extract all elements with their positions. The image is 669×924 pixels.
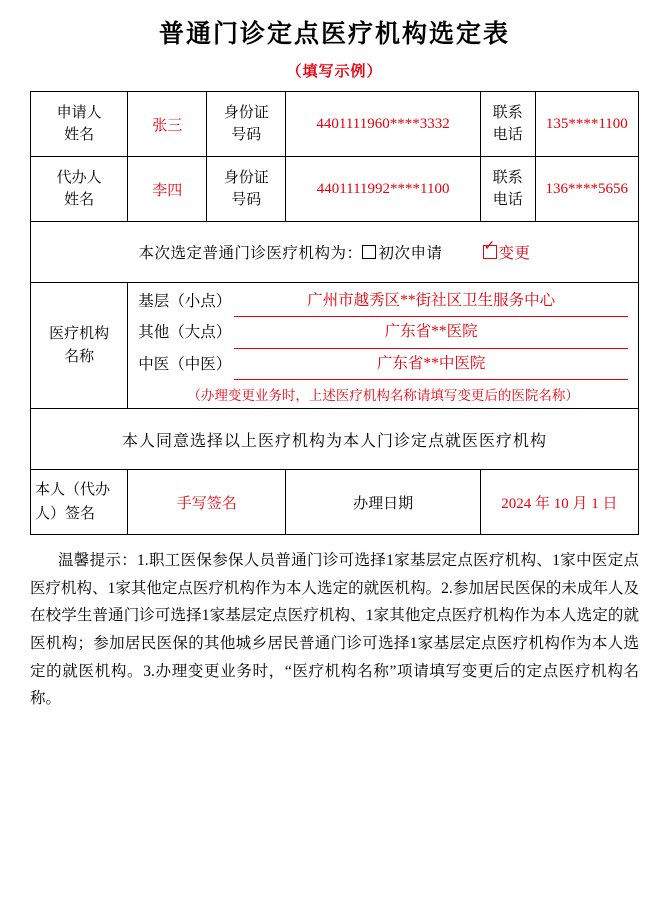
consent-text: 本人同意选择以上医疗机构为本人门诊定点就医医疗机构 (121, 432, 547, 450)
agent-phone-value[interactable]: 136****5656 (535, 157, 638, 222)
institutions-note: （办理变更业务时，上述医疗机构名称请填写变更后的医院名称） (187, 388, 579, 404)
institution-value-other[interactable]: 广东省**医院 (234, 317, 628, 348)
checkbox-change[interactable] (483, 245, 497, 259)
applicant-id-value[interactable]: 4401111960****3332 (286, 92, 481, 157)
institution-row-tcm (138, 350, 634, 381)
table-row-signature (31, 470, 639, 535)
agent-name-label: 代办人 姓名 (31, 157, 128, 222)
table-row-applicant (31, 92, 639, 157)
applicant-phone-label: 联系 电话 (480, 92, 535, 157)
table-row-agent (31, 157, 639, 222)
document-page (0, 14, 669, 924)
consent-cell (31, 409, 639, 470)
institution-value-tcm[interactable]: 广东省**中医院 (234, 349, 628, 380)
footer-notes (30, 547, 639, 712)
selection-form-table (30, 91, 639, 535)
institution-row-other (138, 318, 634, 349)
institution-label-tcm: 中医（中医） (138, 355, 232, 373)
date-label: 办理日期 (286, 470, 481, 535)
option-first-application-label: 初次申请 (378, 245, 443, 262)
checkbox-first-application[interactable] (362, 245, 376, 259)
institutions-section-label: 医疗机构 名称 (31, 283, 128, 409)
selection-prompt: 本次选定普通门诊医疗机构为： (138, 245, 363, 262)
footer-text: 温馨提示：1.职工医保参保人员普通门诊可选择1家基层定点医疗机构、1家中医定点医疗机构、1家其他定点医疗机构作为本人选定的就医机构。2.参加居民医保的未成年人及在校学生普通门诊可选择1家基层定点医疗机构、1家其他定点医疗机构作为本人选定的就医机构；参加居民医保的其他城乡居民普通门诊可选择1家基层定点医疗机构作为本人选定的就医机构。3.办理变更业务时，“医疗机构名称”项请填写变更后的定点医疗机构名称。 (30, 552, 639, 708)
signature-label: 本人（代办 人）签名 (31, 470, 128, 535)
agent-id-label: 身份证 号码 (207, 157, 286, 222)
applicant-phone-value[interactable]: 135****1100 (535, 92, 638, 157)
option-change-label: 变更 (498, 245, 531, 262)
table-row-consent (31, 409, 639, 470)
sample-note: （填写示例） (286, 64, 383, 80)
date-value[interactable]: 2024 年 10 月 1 日 (480, 470, 638, 535)
signature-value[interactable]: 手写签名 (128, 470, 286, 535)
institution-label-other: 其他（大点） (138, 324, 232, 342)
institution-label-primary: 基层（小点） (138, 293, 232, 310)
institutions-fields-cell (128, 283, 639, 409)
applicant-name-label: 申请人 姓名 (31, 92, 128, 157)
selection-type-cell (31, 222, 639, 283)
agent-id-value[interactable]: 4401111992****1100 (286, 157, 481, 222)
agent-name-value[interactable]: 李四 (128, 157, 207, 222)
applicant-id-label: 身份证 号码 (207, 92, 286, 157)
table-row-institutions (31, 283, 639, 409)
agent-phone-label: 联系 电话 (480, 157, 535, 222)
applicant-name-value[interactable]: 张三 (128, 92, 207, 157)
page-title: 普通门诊定点医疗机构选定表 (158, 21, 510, 48)
table-row-selection-type (31, 222, 639, 283)
institution-row-primary (138, 287, 634, 318)
institution-value-primary[interactable]: 广州市越秀区**街社区卫生服务中心 (234, 286, 628, 317)
